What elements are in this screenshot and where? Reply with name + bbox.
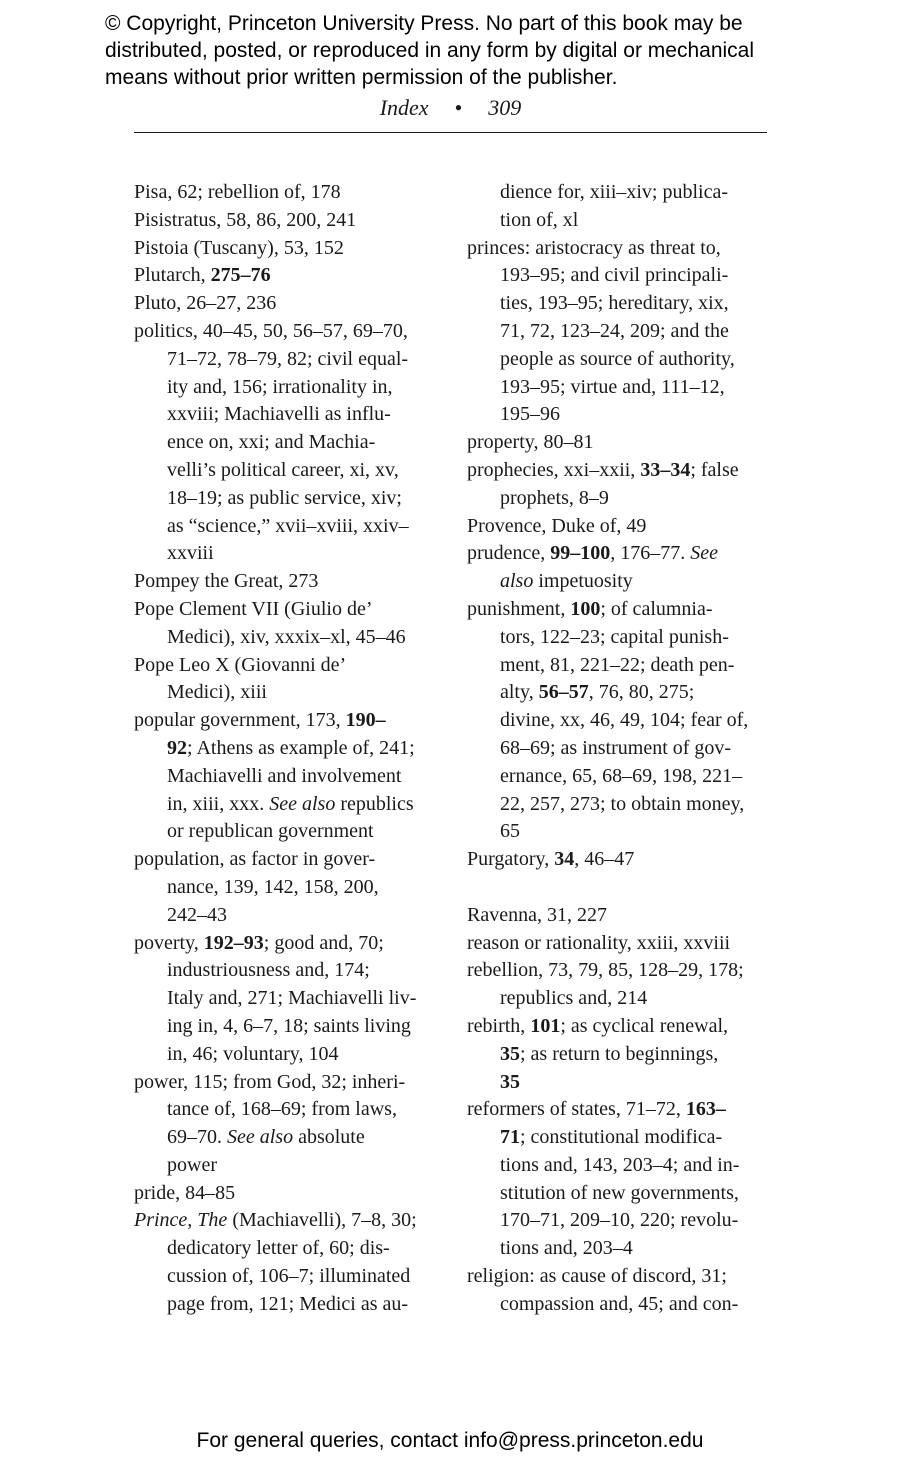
- bold-page-ref: 33–34: [640, 458, 691, 481]
- entry-text: dience for, xiii–xiv; publica-: [500, 181, 729, 203]
- index-entry-continuation: [134, 874, 444, 902]
- index-entry: [467, 930, 777, 958]
- entry-text: 71–72, 78–79, 82; civil equal-: [167, 347, 409, 370]
- entry-text: population, as factor in gover-: [134, 848, 376, 871]
- index-entry: [467, 957, 777, 985]
- entry-text: popular government, 173,: [134, 709, 346, 732]
- index-entry-continuation: [134, 902, 444, 930]
- index-entry: [134, 568, 444, 596]
- entry-text: tions and, 143, 203–4; and in-: [500, 1153, 740, 1176]
- entry-text: Medici), xiv, xxxix–xl, 45–46: [167, 625, 406, 648]
- entry-text: rebirth,: [467, 1014, 531, 1037]
- index-entry-continuation: [467, 401, 777, 429]
- index-entry: [134, 235, 444, 263]
- index-entry: [467, 1013, 777, 1041]
- copyright-line: distributed, posted, or reproduced in any form by digital or mechanical: [105, 39, 755, 62]
- entry-text: Provence, Duke of, 49: [467, 514, 647, 537]
- index-entry: [134, 318, 444, 346]
- entry-text: , 46–47: [574, 848, 635, 871]
- entry-text: politics, 40–45, 50, 56–57, 69–70,: [134, 319, 408, 342]
- index-entry-continuation: [134, 346, 444, 374]
- index-entry: [467, 902, 777, 930]
- index-entry-continuation: [134, 679, 444, 707]
- index-entry-continuation: [467, 374, 777, 402]
- index-entry-continuation: [134, 401, 444, 429]
- index-entry: [134, 596, 444, 624]
- index-entry-continuation: [134, 957, 444, 985]
- entry-text: Pope Clement VII (Giulio de’: [134, 597, 373, 620]
- index-entry-continuation: [467, 1152, 777, 1180]
- index-entry-continuation: [134, 429, 444, 457]
- entry-text: Italy and, 271; Machiavelli liv-: [167, 987, 417, 1010]
- entry-text: 242–43: [167, 903, 227, 926]
- index-entry-continuation: [467, 346, 777, 374]
- entry-text: reason or rationality, xxiii, xxviii: [467, 931, 731, 954]
- index-entry: [134, 290, 444, 318]
- index-entry: [467, 540, 777, 568]
- entry-text: republics and, 214: [500, 987, 648, 1010]
- entry-text: pride, 84–85: [134, 1181, 236, 1204]
- running-head: [134, 93, 767, 123]
- entry-text: Medici), xiii: [167, 681, 267, 704]
- bold-page-ref: 35: [500, 1042, 520, 1065]
- index-entry-continuation: [134, 485, 444, 513]
- copyright-notice: [105, 10, 825, 91]
- index-entry-continuation: [134, 1152, 444, 1180]
- index-entry-continuation: [467, 763, 777, 791]
- index-entry-continuation: [467, 652, 777, 680]
- entry-text: Plutarch,: [134, 264, 211, 287]
- entry-text: 22, 257, 273; to obtain money,: [500, 792, 745, 815]
- index-entry-continuation: [467, 568, 777, 596]
- entry-text: prophecies, xxi–xxii,: [467, 458, 641, 481]
- entry-text: ties, 193–95; hereditary, xix,: [500, 292, 729, 315]
- index-entry-continuation: [467, 679, 777, 707]
- index-entry-continuation: [134, 1096, 444, 1124]
- entry-text: prophets, 8–9: [500, 486, 609, 509]
- header-rule: [134, 132, 767, 133]
- entry-text: ment, 81, 221–22; death pen-: [500, 653, 735, 676]
- entry-text: Pope Leo X (Giovanni de’: [134, 653, 347, 676]
- entry-text: 18–19; as public service, xiv;: [167, 486, 402, 509]
- entry-text: ; of calumnia-: [600, 597, 713, 620]
- entry-text: ernance, 65, 68–69, 198, 221–: [500, 764, 743, 787]
- index-entry: [467, 1096, 777, 1124]
- entry-text: Ravenna, 31, 227: [467, 903, 607, 926]
- index-entry-continuation: [467, 1207, 777, 1235]
- index-entry-continuation: [134, 735, 444, 763]
- index-entry: [467, 235, 777, 263]
- index-entry-continuation: [467, 1291, 777, 1319]
- index-entry-continuation: [467, 1235, 777, 1263]
- index-entry-continuation: [134, 1291, 444, 1319]
- entry-text: Pluto, 26–27, 236: [134, 292, 277, 315]
- entry-text: Pompey the Great, 273: [134, 570, 319, 593]
- index-entry-continuation: [467, 985, 777, 1013]
- index-entry-continuation: [134, 1013, 444, 1041]
- index-column-right: [467, 179, 777, 1319]
- footer-contact: For general queries, contact info@press.princeton.edu: [196, 1429, 704, 1452]
- entry-text: reformers of states, 71–72,: [467, 1098, 686, 1121]
- index-entry-continuation: [467, 624, 777, 652]
- italic-text: Prince, The: [134, 1209, 228, 1232]
- index-entry: [134, 707, 444, 735]
- entry-text: ence on, xxi; and Machia-: [167, 431, 376, 454]
- index-entry-continuation: [134, 1041, 444, 1069]
- entry-text: Machiavelli and involvement: [167, 764, 402, 787]
- index-entry: [467, 429, 777, 457]
- bold-page-ref: 275–76: [210, 264, 271, 287]
- index-entry-continuation: [467, 179, 777, 207]
- index-entry: [134, 846, 444, 874]
- index-entry-continuation: [134, 457, 444, 485]
- entry-text: stitution of new governments,: [500, 1181, 739, 1204]
- index-entry: [467, 457, 777, 485]
- entry-text: ; good and, 70;: [263, 931, 384, 954]
- bold-page-ref: 101: [530, 1014, 561, 1037]
- index-entry-continuation: [467, 818, 777, 846]
- entry-text: rebellion, 73, 79, 85, 128–29, 178;: [467, 959, 744, 982]
- entry-text: tions and, 203–4: [500, 1237, 633, 1260]
- entry-text: page from, 121; Medici as au-: [167, 1292, 409, 1315]
- entry-text: ; Athens as example of, 241;: [187, 736, 415, 759]
- bold-page-ref: 35: [500, 1070, 520, 1093]
- index-entry-continuation: [134, 985, 444, 1013]
- entry-text: 193–95; and civil principali-: [500, 264, 729, 287]
- entry-text: or republican government: [167, 820, 374, 843]
- entry-text: tors, 122–23; capital punish-: [500, 625, 729, 648]
- index-entry-continuation: [467, 707, 777, 735]
- index-entry-continuation: [134, 1235, 444, 1263]
- index-entry-continuation: [134, 624, 444, 652]
- entry-text: alty,: [500, 681, 539, 704]
- entry-text: cussion of, 106–7; illuminated: [167, 1265, 411, 1288]
- entry-text: Pisistratus, 58, 86, 200, 241: [134, 208, 357, 231]
- entry-text: 170–71, 209–10, 220; revolu-: [500, 1209, 739, 1232]
- page-number: 309: [488, 95, 522, 120]
- entry-text: Pistoia (Tuscany), 53, 152: [134, 236, 344, 259]
- entry-text: 65: [500, 820, 520, 843]
- index-entry-continuation: [134, 1124, 444, 1152]
- bold-page-ref: 92: [167, 736, 187, 759]
- entry-text: punishment,: [467, 597, 571, 620]
- entry-text: in, xiii, xxx.: [167, 792, 270, 815]
- index-entry-continuation: [467, 485, 777, 513]
- index-entry-continuation: [134, 1263, 444, 1291]
- index-entry-continuation: [134, 763, 444, 791]
- section-gap: [467, 874, 777, 902]
- entry-text: princes: aristocracy as threat to,: [467, 236, 721, 259]
- index-entry-continuation: [467, 207, 777, 235]
- entry-text: Purgatory,: [467, 848, 555, 871]
- bullet-separator: •: [454, 95, 463, 120]
- entry-text: Pisa, 62; rebellion of, 178: [134, 181, 341, 203]
- entry-text: , 176–77.: [610, 542, 691, 565]
- entry-text: divine, xx, 46, 49, 104; fear of,: [500, 709, 749, 732]
- entry-text: xxviii; Machiavelli as influ-: [167, 403, 391, 426]
- entry-text: people as source of authority,: [500, 347, 735, 370]
- entry-text: industriousness and, 174;: [167, 959, 370, 982]
- entry-text: ; constitutional modifica-: [520, 1126, 723, 1149]
- bold-page-ref: 100: [570, 597, 601, 620]
- entry-text: 69–70.: [167, 1126, 227, 1149]
- index-entry-continuation: [467, 1180, 777, 1208]
- index-entry-continuation: [467, 1069, 777, 1097]
- index-entry: [134, 652, 444, 680]
- index-entry-continuation: [134, 791, 444, 819]
- entry-text: velli’s political career, xi, xv,: [167, 458, 399, 481]
- entry-text: dedicatory letter of, 60; dis-: [167, 1237, 390, 1260]
- index-entry: [134, 179, 444, 207]
- copyright-line: © Copyright, Princeton University Press. No part of this book may be: [105, 12, 743, 35]
- entry-text: religion: as cause of discord, 31;: [467, 1265, 727, 1288]
- index-column-left: [134, 179, 444, 1319]
- entry-text: (Machiavelli), 7–8, 30;: [227, 1209, 417, 1232]
- bold-page-ref: 56–57: [538, 681, 589, 704]
- index-entry-continuation: [467, 262, 777, 290]
- bold-page-ref: 34: [554, 848, 575, 871]
- index-entry-continuation: [134, 540, 444, 568]
- index-entry: [467, 596, 777, 624]
- entry-text: power: [167, 1153, 217, 1176]
- entry-text: ; as return to beginnings,: [520, 1042, 719, 1065]
- index-entry: [134, 1180, 444, 1208]
- index-entry-continuation: [467, 791, 777, 819]
- entry-text: as “science,” xvii–xviii, xxiv–: [167, 514, 409, 537]
- entry-text: ; as cyclical renewal,: [560, 1014, 728, 1037]
- entry-text: power, 115; from God, 32; inheri-: [134, 1070, 406, 1093]
- index-entry: [467, 513, 777, 541]
- entry-text: , 76, 80, 275;: [588, 681, 695, 704]
- bold-page-ref: 71: [500, 1126, 520, 1149]
- index-entry: [467, 846, 777, 874]
- index-entry-continuation: [467, 1041, 777, 1069]
- index-entry: [134, 262, 444, 290]
- bold-page-ref: 190–: [345, 709, 386, 732]
- italic-text: See also: [269, 792, 336, 815]
- entry-text: xxviii: [167, 542, 214, 565]
- index-entry-continuation: [467, 318, 777, 346]
- italic-text: See also: [227, 1126, 294, 1149]
- bold-page-ref: 163–: [685, 1098, 726, 1121]
- index-entry-continuation: [134, 818, 444, 846]
- copyright-line: means without prior written permission of the publisher.: [105, 66, 618, 89]
- index-entry-continuation: [467, 290, 777, 318]
- entry-text: republics: [335, 792, 414, 815]
- entry-text: 195–96: [500, 403, 560, 426]
- bold-page-ref: 192–93: [203, 931, 264, 954]
- index-entry-continuation: [467, 1124, 777, 1152]
- entry-text: absolute: [293, 1126, 365, 1149]
- index-entry: [134, 930, 444, 958]
- entry-text: impetuosity: [533, 570, 633, 593]
- entry-text: tance of, 168–69; from laws,: [167, 1098, 397, 1121]
- index-entry: [134, 1069, 444, 1097]
- index-entry-continuation: [467, 735, 777, 763]
- entry-text: nance, 139, 142, 158, 200,: [167, 875, 379, 898]
- entry-text: ity and, 156; irrationality in,: [167, 375, 393, 398]
- index-entry: [467, 1263, 777, 1291]
- entry-text: property, 80–81: [467, 431, 594, 454]
- entry-text: ing in, 4, 6–7, 18; saints living: [167, 1014, 411, 1037]
- running-head-title: Index: [379, 95, 429, 120]
- entry-text: 193–95; virtue and, 111–12,: [500, 375, 725, 398]
- index-entry-continuation: [134, 513, 444, 541]
- entry-text: 71, 72, 123–24, 209; and the: [500, 319, 729, 342]
- entry-text: tion of, xl: [500, 208, 579, 231]
- italic-text: also: [500, 570, 534, 593]
- bold-page-ref: 99–100: [550, 542, 611, 565]
- entry-text: compassion and, 45; and con-: [500, 1292, 739, 1315]
- entry-text: ; false: [690, 458, 739, 481]
- entry-text: 68–69; as instrument of gov-: [500, 736, 732, 759]
- entry-text: poverty,: [134, 931, 204, 954]
- index-entry: [134, 1207, 444, 1235]
- italic-text: See: [690, 542, 719, 565]
- entry-text: in, 46; voluntary, 104: [167, 1042, 339, 1065]
- index-entry-continuation: [134, 374, 444, 402]
- index-entry: [134, 207, 444, 235]
- entry-text: prudence,: [467, 542, 551, 565]
